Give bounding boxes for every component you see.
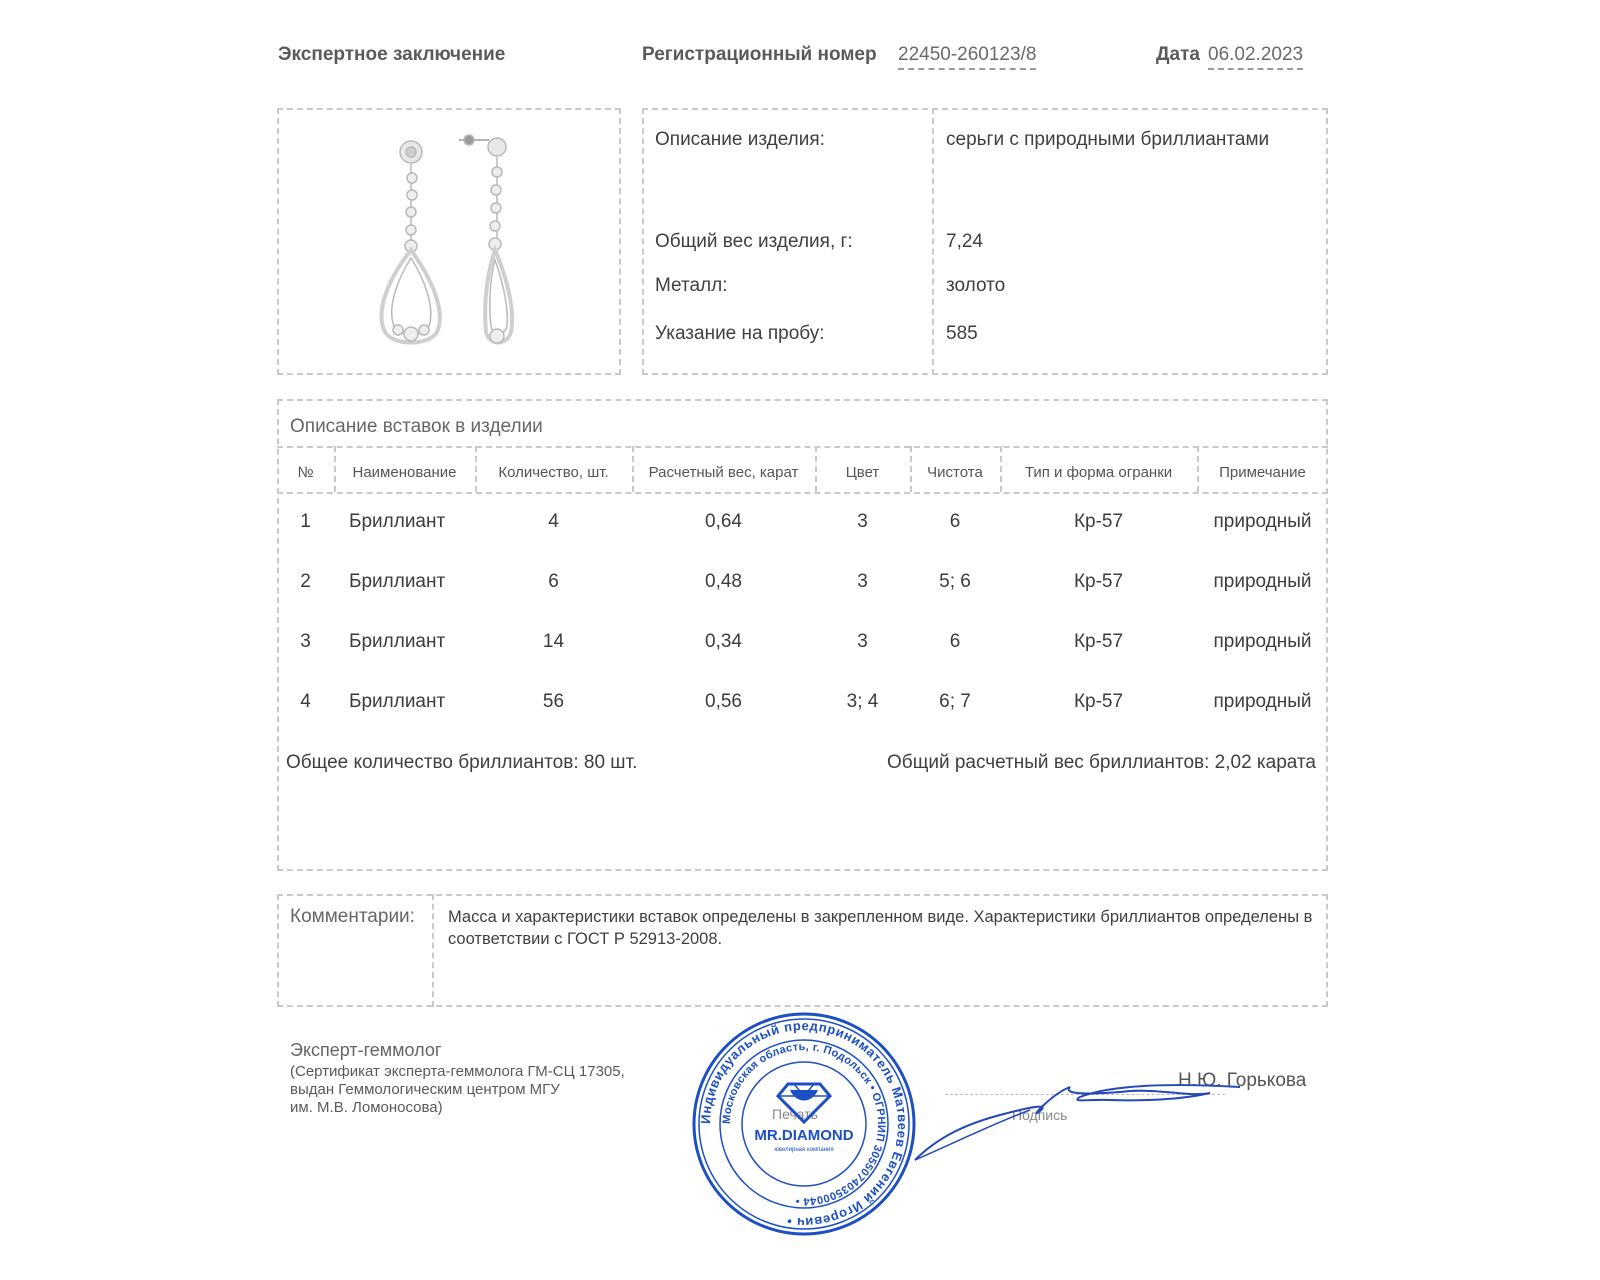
table-cell: 3 [857,631,868,652]
col-header-color: Цвет [845,464,880,481]
table-cell: Бриллиант [349,571,446,592]
table-cell: 3 [300,631,311,652]
stamp-brand: MR.DIAMOND [754,1127,854,1144]
table-cell: природный [1213,691,1312,712]
total-count: Общее количество бриллиантов: 80 шт. [286,752,638,773]
col-header-weight: Расчетный вес, карат [648,464,799,481]
table-cell: 4 [548,511,559,532]
table-cell: 14 [542,631,565,652]
table-header-bottom-line [277,492,1328,494]
comments-divider [432,894,434,1007]
col-header-clarity: Чистота [927,464,983,481]
item-info-divider [932,108,934,375]
product-photo-frame [277,108,621,375]
diamond-logo-icon [778,1084,830,1122]
table-cell: 0,48 [705,571,742,592]
table-header-top-line [277,446,1328,448]
expert-title: Эксперт-геммолог [290,1040,442,1060]
table-cell: Бриллиант [349,631,446,652]
certificate-line2: выдан Геммологическим центром МГУ [290,1081,560,1098]
certificate-line3: им. М.В. Ломоносова) [290,1099,443,1116]
hallmark-value: 585 [946,323,978,344]
table-cell: Кр-57 [1073,571,1124,592]
col-header-quantity: Количество, шт. [498,464,609,481]
table-cell: 6 [949,511,961,532]
table-cell: 4 [300,691,311,712]
table-cell: 6 [548,571,559,592]
table-cell: 3 [857,571,868,592]
col-header-name: Наименование [352,464,457,481]
table-cell: 1 [300,511,311,532]
stamp-label: Печать [772,1106,818,1122]
signature-image [910,1075,1250,1175]
table-cell: 2 [300,571,311,592]
table-cell: 56 [542,691,565,712]
table-cell: природный [1213,571,1312,592]
table-cell: 5; 6 [939,571,971,592]
document-title: Экспертное заключение [278,44,506,65]
table-cell: Кр-57 [1073,691,1124,712]
table-cell: Бриллиант [349,511,446,532]
weight-value: 7,24 [946,231,983,252]
table-cell: 3; 4 [846,691,879,712]
company-stamp [690,1010,918,1238]
table-cell: 3 [857,511,868,532]
table-cell: 0,56 [705,691,742,712]
comments-text: Масса и характеристики вставок определены в закрепленном виде. Характеристики бриллиантов определены в соответствии с ГОСТ Р 52913-2008. [448,908,1313,948]
stamp-inner-text: Московская область, г. Подольск • ОГРНИП 305507403500044 • [720,1040,888,1208]
total-weight: Общий расчетный вес бриллиантов: 2,02 карата [887,752,1316,773]
registration-number: 22450-260123/8 [898,44,1036,70]
stamp-outer-text: Индивидуальный предприниматель Матвеев Евгений Игоревич • [697,1017,911,1231]
earrings-image [279,110,619,373]
hallmark-label: Указание на пробу: [655,323,825,344]
description-label: Описание изделия: [655,129,825,150]
weight-label: Общий вес изделия, г: [655,231,853,252]
signature-label: Подпись [1012,1107,1068,1123]
date-label: Дата [1156,44,1200,65]
col-header-number: № [297,464,314,481]
table-cell: 0,64 [705,511,742,532]
table-cell: Кр-57 [1073,631,1124,652]
certificate-line1: (Сертификат эксперта-геммолога ГМ-СЦ 17305, [290,1063,625,1080]
expert-name: Н.Ю. Горькова [1178,1070,1307,1091]
comments-label: Комментарии: [290,906,415,927]
metal-label: Металл: [655,275,728,296]
col-header-cut: Тип и форма огранки [1024,464,1173,481]
stamp-brand-sub: ювелирная компания [774,1147,834,1153]
inserts-title: Описание вставок в изделии [290,416,543,437]
table-cell: 0,34 [705,631,742,652]
table-cell: Кр-57 [1073,511,1124,532]
table-cell: 6; 7 [939,691,971,712]
description-value: серьги с природными бриллиантами [946,129,1270,150]
date-value: 06.02.2023 [1208,44,1303,70]
metal-value: золото [946,275,1006,296]
col-header-note: Примечание [1219,464,1306,481]
table-cell: 6 [949,631,961,652]
table-cell: природный [1213,631,1312,652]
registration-label: Регистрационный номер [642,44,877,65]
table-cell: природный [1213,511,1312,532]
table-cell: Бриллиант [349,691,446,712]
